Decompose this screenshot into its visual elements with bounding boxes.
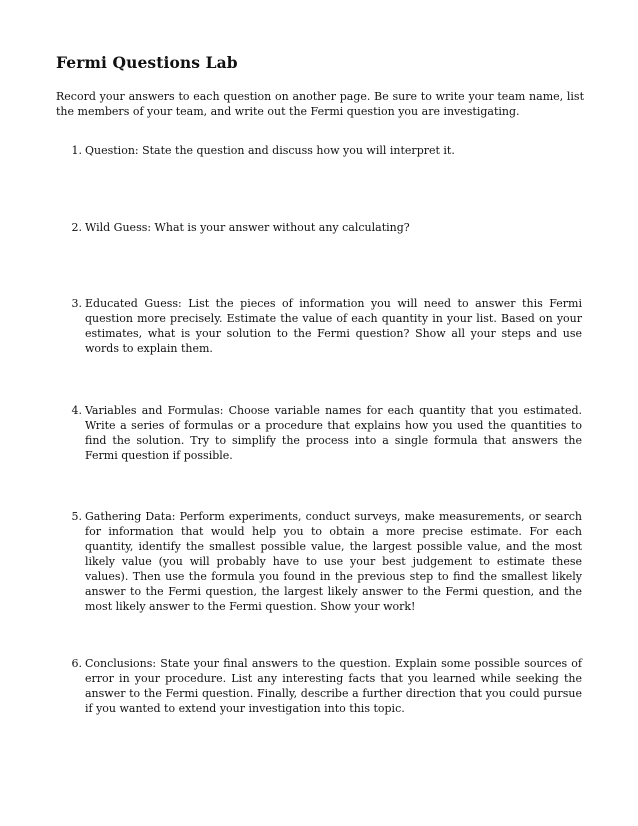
question-number: 4. (71, 404, 82, 417)
question-number: 2. (71, 221, 82, 234)
question-item-3 (68, 296, 582, 356)
question-item-5 (68, 509, 582, 614)
question-number: 3. (71, 297, 82, 310)
question-text: Conclusions: State your final answers to the question. Explain some possible sources of error in your procedure. List any interesting facts that you learned while seeking the answer to the Fermi question. Finally, describe a further direction that you could pursue if you wanted to extend your investigation into this topic. (85, 657, 582, 715)
question-number: 5. (71, 510, 82, 523)
question-item-2 (68, 220, 582, 235)
question-text: Question: State the question and discuss how you will interpret it. (85, 144, 455, 157)
question-text: Wild Guess: What is your answer without any calculating? (85, 221, 410, 234)
question-number: 1. (71, 144, 82, 157)
question-item-4 (68, 403, 582, 463)
page-title: Fermi Questions Lab (56, 53, 238, 72)
intro-paragraph: Record your answers to each question on another page. Be sure to write your team name, list the members of your team, and write out the Fermi question you are investigating. (56, 90, 584, 118)
question-item-6 (68, 656, 582, 716)
question-item-1 (68, 143, 582, 158)
question-text: Variables and Formulas: Choose variable names for each quantity that you estimated. Write a series of formulas or a procedure that explains how you used the quantities to find the solution. Try to simplify the process into a single formula that answers the Fermi question if possible. (85, 404, 582, 462)
question-text: Gathering Data: Perform experiments, conduct surveys, make measurements, or search for information that would help you to obtain a more precise estimate. For each quantity, identify the smallest possible value, the largest possible value, and the most likely value (you will probably have to use your best judgement to estimate these values). Then use the formula you found in the previous step to find the smallest likely answer to the Fermi question, the largest likely answer to the Fermi question, and the most likely answer to the Fermi question. Show your work! (85, 510, 582, 613)
question-text: Educated Guess: List the pieces of information you will need to answer this Fermi question more precisely. Estimate the value of each quantity in your list. Based on your estimates, what is your solution to the Fermi question? Show all your steps and use words to explain them. (85, 297, 582, 355)
question-number: 6. (71, 657, 82, 670)
